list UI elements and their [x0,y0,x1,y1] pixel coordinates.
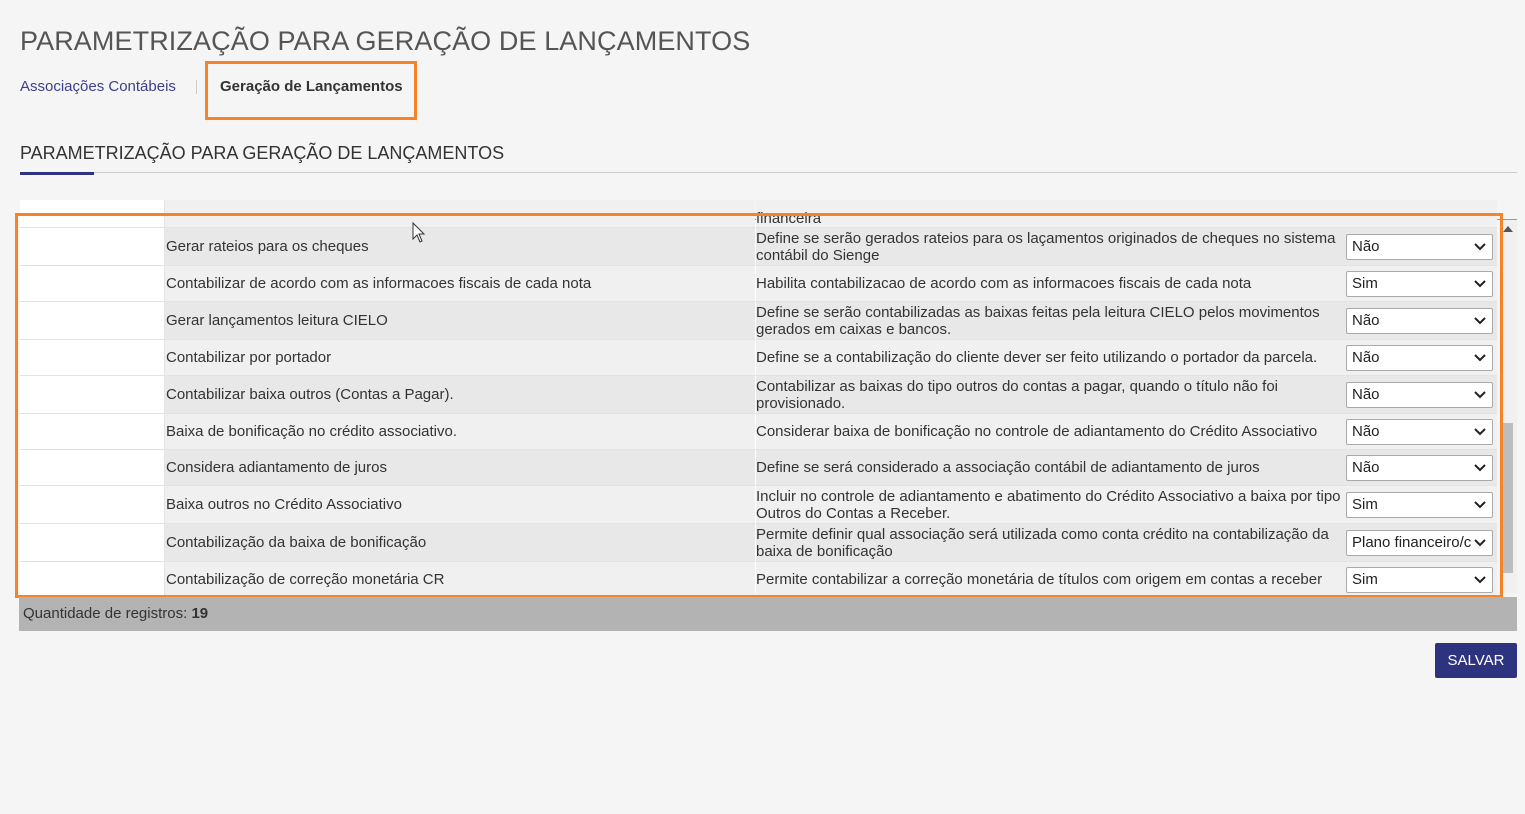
row-description-text: Define se será considerado a associação contábil de adiantamento de juros [756,459,1260,476]
row-option-cell [1346,450,1497,485]
option-select-value: Plano financeiro/c [1352,534,1472,551]
table-row[interactable] [20,266,1497,302]
row-config-code [20,200,165,227]
row-option-cell [1346,340,1497,375]
option-select-value: Não [1352,423,1380,440]
row-description [756,302,1346,339]
row-description-text: Habilita contabilizacao de acordo com as informacoes fiscais de cada nota [756,275,1252,292]
table-row[interactable] [20,340,1497,376]
row-config-code [20,524,165,561]
option-select[interactable] [1346,530,1493,556]
option-select[interactable] [1346,455,1493,481]
chevron-down-icon [1473,427,1487,437]
record-count-value: 19 [191,605,209,622]
row-config-text: Contabilização de correção monetária CR [166,571,445,588]
option-select-value: Não [1352,349,1380,366]
option-select-value: Não [1352,312,1380,329]
chevron-down-icon [1473,390,1487,400]
row-config-label [165,266,755,301]
row-option-cell [1346,228,1497,265]
scroll-thumb[interactable] [1503,423,1513,573]
option-select[interactable] [1346,492,1493,518]
table-row[interactable] [20,450,1497,486]
chevron-down-icon [1473,463,1487,473]
row-description [756,486,1346,523]
row-option-cell [1346,302,1497,339]
option-select-value: Não [1352,238,1380,255]
option-select[interactable] [1346,271,1493,297]
chevron-down-icon [1473,500,1487,510]
row-description [756,376,1346,413]
tab-separator [196,80,197,94]
row-description [756,524,1346,561]
table-row[interactable] [20,302,1497,340]
option-select[interactable] [1346,308,1493,334]
row-config-label [165,340,755,375]
row-config-text: Contabilizar de acordo com as informacoes fiscais de cada nota [166,275,592,292]
row-config-label [165,486,755,523]
row-config-code [20,376,165,413]
option-select-value: Não [1352,386,1380,403]
row-config-text: Gerar rateios para os cheques [166,238,369,255]
option-select[interactable] [1346,234,1493,260]
row-config-label [165,228,755,265]
row-description-text: financeira [756,210,822,227]
row-config-code [20,486,165,523]
option-select[interactable] [1346,567,1493,593]
scroll-up-icon[interactable] [1503,226,1513,232]
row-config-code [20,302,165,339]
row-description-text: Define se a contabilização do cliente dever ser feito utilizando o portador da parcela. [756,349,1318,366]
row-config-code [20,340,165,375]
option-select-value: Sim [1352,571,1378,588]
row-config-text: Gerar lançamentos leitura CIELO [166,312,388,329]
row-description [756,228,1346,265]
row-description [756,414,1346,449]
row-config-label [165,414,755,449]
row-option-cell [1346,486,1497,523]
row-description [756,266,1346,301]
row-config-label [165,450,755,485]
row-description [756,562,1346,597]
chevron-down-icon [1473,575,1487,585]
row-description-text: Incluir no controle de adiantamento e abatimento do Crédito Associativo a baixa por tipo Outros do Contas a Receber. [756,487,1341,522]
row-description [756,450,1346,485]
chevron-down-icon [1473,538,1487,548]
row-option-cell [1346,562,1497,597]
row-config-code [20,228,165,265]
grid-footer [19,597,1517,631]
row-config-label [165,376,755,413]
row-config-text: Considera adiantamento de juros [166,459,387,476]
section-underline [20,172,94,175]
section-divider [20,172,1517,173]
record-count-label: Quantidade de registros: [23,605,188,622]
row-description-text: Considerar baixa de bonificação no controle de adiantamento do Crédito Associativo [756,423,1318,440]
table-row[interactable] [20,562,1497,598]
table-row[interactable] [20,524,1497,562]
option-select-value: Sim [1352,496,1378,513]
chevron-down-icon [1473,316,1487,326]
page-title: PARAMETRIZAÇÃO PARA GERAÇÃO DE LANÇAMENTOS [20,26,751,56]
option-select-value: Não [1352,459,1380,476]
row-description-text: Contabilizar as baixas do tipo outros do contas a pagar, quando o título não foi provisionado. [756,377,1279,412]
row-description-text: Define se serão contabilizadas as baixas feitas pela leitura CIELO pelos movimentos gerados em caixas e bancos. [756,303,1320,338]
option-select[interactable] [1346,419,1493,445]
row-option-cell [1346,376,1497,413]
table-row[interactable] [20,414,1497,450]
row-description [756,340,1346,375]
row-config-code [20,414,165,449]
row-config-label [165,562,755,597]
row-config-text: Baixa de bonificação no crédito associativo. [166,423,458,440]
row-description-text: Permite definir qual associação será utilizada como conta crédito na contabilização da baixa de bonificação [756,525,1329,560]
row-option-cell [1346,414,1497,449]
option-select[interactable] [1346,382,1493,408]
row-config-text: Contabilização da baixa de bonificação [166,534,427,551]
row-config-text: Contabilizar por portador [166,349,332,366]
row-config-text: Contabilizar baixa outros (Contas a Pagar). [166,386,454,403]
row-config-code [20,450,165,485]
row-option-cell [1346,200,1497,227]
tab-geracao-lancamentos[interactable]: Geração de Lançamentos [220,78,403,95]
row-config-text: Baixa outros no Crédito Associativo [166,496,402,513]
row-config-code [20,266,165,301]
option-select[interactable] [1346,345,1493,371]
table-row[interactable] [20,486,1497,524]
section-title: PARAMETRIZAÇÃO PARA GERAÇÃO DE LANÇAMENTOS [20,143,505,163]
row-option-cell [1346,524,1497,561]
settings-grid [20,210,1497,593]
chevron-down-icon [1473,279,1487,289]
row-description-text: Permite contabilizar a correção monetária de títulos com origem em contas a receber [756,571,1323,588]
save-button[interactable]: SALVAR [1435,643,1517,678]
row-option-cell [1346,266,1497,301]
tab-associacoes-contabeis[interactable]: Associações Contábeis [20,78,176,95]
row-config-label [165,524,755,561]
row-description-text: Define se serão gerados rateios para os laçamentos originados de cheques no sistema contábil do Sienge [756,229,1336,264]
chevron-down-icon [1473,242,1487,252]
table-row[interactable] [20,376,1497,414]
row-config-label [165,200,755,227]
row-description [756,200,1346,227]
row-config-code [20,562,165,597]
table-row[interactable] [20,228,1497,266]
table-row-partial [20,200,1497,228]
option-select-value: Sim [1352,275,1378,292]
chevron-down-icon [1473,353,1487,363]
record-count [23,605,208,622]
grid-scrollbar[interactable] [1499,220,1517,593]
row-config-label [165,302,755,339]
